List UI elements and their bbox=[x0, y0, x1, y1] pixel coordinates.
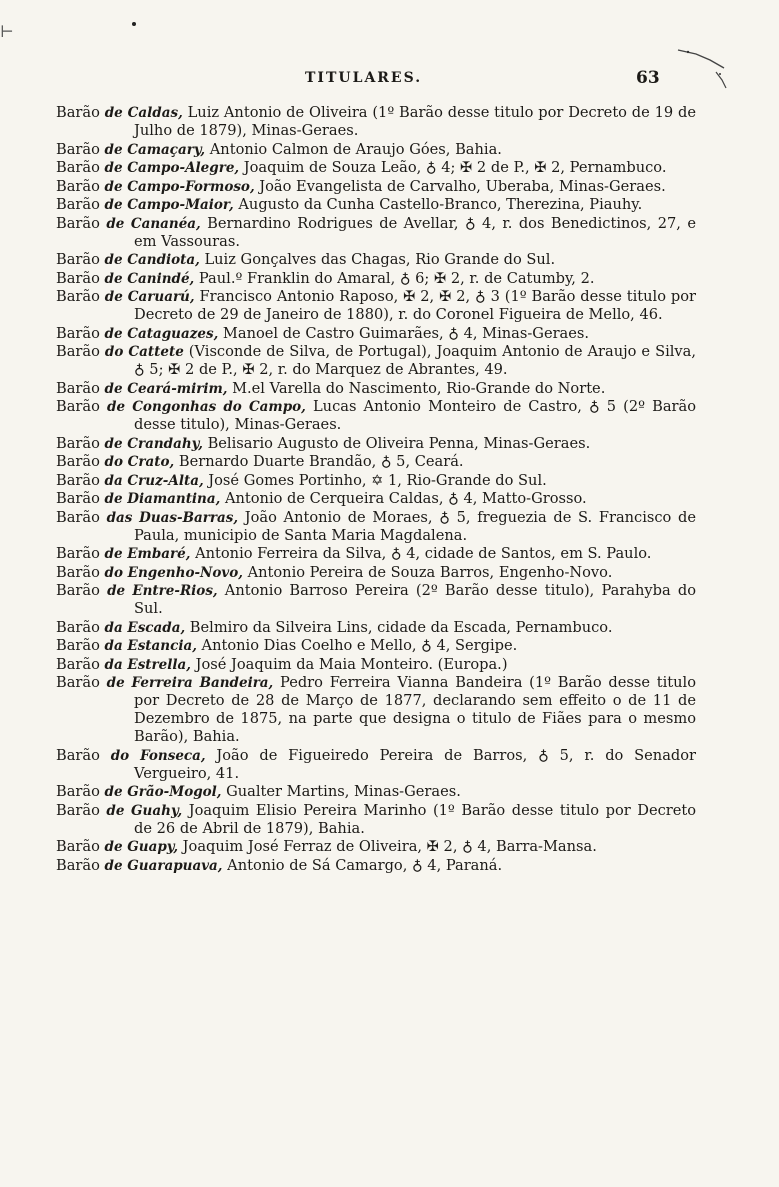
entry-text: José Joaquim da Maia Monteiro. (Europa.) bbox=[190, 655, 508, 673]
entry-text: Francisco Antonio Raposo, ✠ 2, ✠ 2, ♁ 3 (1º Barão desse titulo por Decreto de 29 de Janeiro de 1880), r. do Coronel Figueira de Mello, 46. bbox=[134, 288, 696, 323]
entry-text: João Antonio de Moraes, ♁ 5, freguezia de S. Francisco de Paula, municipio de Santa Maria Magdalena. bbox=[134, 508, 697, 544]
entry-title: de Entre-Rios, bbox=[107, 583, 218, 599]
entry-title: do Engenho-Novo, bbox=[104, 564, 243, 581]
entry-text: Augusto da Cunha Castello-Branco, Therezina, Piauhy. bbox=[233, 196, 643, 213]
entry-title: de Ceará-mirim, bbox=[104, 380, 228, 397]
entry-title: de Camaçary, bbox=[104, 141, 206, 158]
entry-text: (Visconde de Silva, de Portugal), Joaquim Antonio de Araujo e Silva, ♁ 5; ✠ 2 de P., ✠ 2, r. do Marquez de Abrantes, 49. bbox=[134, 343, 696, 378]
entry-text: Joaquim de Souza Leão, ♁ 4; ✠ 2 de P., ✠ 2, Pernambuco. bbox=[239, 159, 667, 176]
entry-title: de Embaré, bbox=[104, 546, 191, 562]
margin-mark: ⊢ bbox=[0, 22, 14, 41]
entry-prefix: Barão bbox=[56, 324, 100, 342]
entry-title: de Campo-Alegre, bbox=[104, 160, 240, 176]
entry-prefix: Barão bbox=[56, 288, 100, 305]
entry-text: João Evangelista de Carvalho, Uberaba, Minas-Geraes. bbox=[254, 177, 666, 195]
entry-prefix: Barão bbox=[56, 269, 100, 287]
entry-text: Antonio Barroso Pereira (2º Barão desse titulo), Parahyba do Sul. bbox=[134, 582, 697, 617]
entry-title: da Cruz-Alta, bbox=[104, 472, 204, 489]
entry-prefix: Barão bbox=[56, 563, 100, 581]
entry-prefix: Barão bbox=[56, 545, 100, 562]
entry-prefix: Barão bbox=[56, 453, 100, 470]
entry-text: Luiz Gonçalves das Chagas, Rio Grande do Sul. bbox=[199, 251, 556, 268]
entry-text: M.el Varella do Nascimento, Rio-Grande do Norte. bbox=[227, 379, 606, 397]
entry-title: de Grão-Mogol, bbox=[104, 784, 222, 800]
list-item bbox=[56, 196, 696, 214]
entry-text: Antonio Calmon de Araujo Góes, Bahia. bbox=[205, 140, 502, 158]
list-item bbox=[56, 674, 696, 746]
list-item bbox=[56, 582, 696, 618]
entry-text: Antonio de Sá Camargo, ♁ 4, Paraná. bbox=[222, 856, 503, 874]
entry-title: de Diamantina, bbox=[104, 491, 221, 507]
entry-title: de Canindé, bbox=[104, 270, 195, 287]
entry-prefix: Barão bbox=[56, 159, 100, 176]
list-item bbox=[56, 380, 696, 398]
entry-title: da Escada, bbox=[104, 619, 186, 636]
entry-title: das Duas-Barras, bbox=[106, 509, 239, 526]
list-item bbox=[56, 104, 696, 140]
list-item bbox=[56, 141, 696, 159]
titles-list bbox=[56, 104, 696, 875]
entry-prefix: Barão bbox=[56, 856, 100, 874]
entry-title: de Ferreira Bandeira, bbox=[106, 675, 274, 691]
list-item bbox=[56, 251, 696, 269]
entry-title: de Cananéa, bbox=[106, 215, 201, 232]
entry-title: de Caldas, bbox=[104, 105, 183, 121]
list-item bbox=[56, 453, 696, 471]
entry-title: de Crandahy, bbox=[104, 435, 203, 452]
entry-text: Bernardino Rodrigues de Avellar, ♁ 4, r. dos Benedictinos, 27, e em Vassouras. bbox=[134, 214, 697, 250]
entry-text: Antonio Pereira de Souza Barros, Engenho-Novo. bbox=[242, 563, 613, 581]
entry-prefix: Barão bbox=[56, 801, 100, 819]
list-item bbox=[56, 783, 696, 801]
list-item bbox=[56, 472, 696, 490]
list-item bbox=[56, 159, 696, 177]
list-item bbox=[56, 747, 696, 783]
entry-prefix: Barão bbox=[56, 582, 100, 599]
entry-text: Lucas Antonio Monteiro de Castro, ♁ 5 (2º Barão desse titulo), Minas-Geraes. bbox=[134, 398, 697, 433]
list-item bbox=[56, 838, 696, 856]
entry-text: Antonio de Cerqueira Caldas, ♁ 4, Matto-Grosso. bbox=[220, 490, 587, 507]
entry-text: Antonio Ferreira da Silva, ♁ 4, cidade de Santos, em S. Paulo. bbox=[190, 545, 652, 562]
entry-text: Pedro Ferreira Vianna Bandeira (1º Barão desse titulo por Decreto de 28 de Março de 1877, declarando sem effeito o de 11 de Dezembro de 1875, na parte que designa o titulo de Fiães para o mesmo Barão), Bahia. bbox=[134, 674, 697, 745]
entry-title: do Fonseca, bbox=[110, 747, 206, 764]
entry-prefix: Barão bbox=[56, 434, 100, 452]
entry-title: de Guapy, bbox=[104, 839, 179, 855]
entry-title: de Cataguazes, bbox=[104, 325, 219, 342]
entry-prefix: Barão bbox=[56, 343, 100, 360]
entry-prefix: Barão bbox=[56, 838, 100, 855]
entry-title: do Cattete bbox=[104, 344, 184, 360]
entry-text: Belisario Augusto de Oliveira Penna, Minas-Geraes. bbox=[202, 434, 591, 452]
entry-prefix: Barão bbox=[56, 196, 100, 213]
entry-text: Luiz Antonio de Oliveira (1º Barão desse titulo por Decreto de 19 de Julho de 1879), Minas-Geraes. bbox=[134, 104, 697, 139]
list-item bbox=[56, 325, 696, 343]
entry-text: Antonio Dias Coelho e Mello, ♁ 4, Sergipe. bbox=[196, 637, 518, 654]
list-item bbox=[56, 343, 696, 379]
entry-prefix: Barão bbox=[56, 214, 100, 232]
entry-text: Joaquim José Ferraz de Oliveira, ✠ 2, ♁ 4, Barra-Mansa. bbox=[178, 838, 597, 855]
list-item bbox=[56, 857, 696, 875]
entry-prefix: Barão bbox=[56, 379, 100, 397]
list-item bbox=[56, 398, 696, 434]
entry-text: Manoel de Castro Guimarães, ♁ 4, Minas-Geraes. bbox=[218, 324, 590, 342]
entry-text: Belmiro da Silveira Lins, cidade da Escada, Pernambuco. bbox=[185, 618, 613, 636]
entry-title: da Estrella, bbox=[104, 656, 191, 673]
list-item bbox=[56, 545, 696, 563]
list-item bbox=[56, 656, 696, 674]
page-header bbox=[0, 66, 779, 92]
entry-text: José Gomes Portinho, ✡ 1, Rio-Grande do Sul. bbox=[203, 471, 547, 489]
list-item bbox=[56, 215, 696, 251]
entry-prefix: Barão bbox=[56, 746, 100, 764]
list-item bbox=[56, 802, 696, 838]
list-item bbox=[56, 178, 696, 196]
entry-prefix: Barão bbox=[56, 655, 100, 673]
entry-title: de Congonhas do Campo, bbox=[107, 399, 306, 415]
entry-prefix: Barão bbox=[56, 508, 100, 526]
entry-prefix: Barão bbox=[56, 398, 100, 415]
entry-prefix: Barão bbox=[56, 618, 100, 636]
list-item bbox=[56, 490, 696, 508]
page-number: 63 bbox=[636, 68, 660, 88]
list-item bbox=[56, 509, 696, 545]
list-item bbox=[56, 564, 696, 582]
entry-text: Bernardo Duarte Brandão, ♁ 5, Ceará. bbox=[174, 453, 464, 470]
entry-prefix: Barão bbox=[56, 140, 100, 158]
entry-text: Joaquim Elisio Pereira Marinho (1º Barão desse titulo por Decreto de 26 de Abril de 1879), Bahia. bbox=[134, 801, 697, 837]
entry-prefix: Barão bbox=[56, 104, 100, 121]
entry-title: de Guahy, bbox=[106, 802, 183, 819]
entry-prefix: Barão bbox=[56, 637, 100, 654]
list-item bbox=[56, 637, 696, 655]
entry-prefix: Barão bbox=[56, 783, 100, 800]
list-item bbox=[56, 619, 696, 637]
entry-prefix: Barão bbox=[56, 490, 100, 507]
entry-prefix: Barão bbox=[56, 177, 100, 195]
list-item bbox=[56, 288, 696, 324]
entry-title: de Caruarú, bbox=[104, 289, 195, 305]
entry-prefix: Barão bbox=[56, 674, 100, 691]
entry-text: Gualter Martins, Minas-Geraes. bbox=[221, 783, 461, 800]
entry-title: de Campo-Formoso, bbox=[104, 178, 255, 195]
list-item bbox=[56, 270, 696, 288]
list-item bbox=[56, 435, 696, 453]
entry-title: de Guarapuava, bbox=[104, 857, 223, 874]
entry-title: de Candiota, bbox=[104, 252, 200, 268]
entry-prefix: Barão bbox=[56, 251, 100, 268]
entry-title: da Estancia, bbox=[104, 638, 197, 654]
entry-title: do Crato, bbox=[104, 454, 175, 470]
entry-prefix: Barão bbox=[56, 471, 100, 489]
entry-text: João de Figueiredo Pereira de Barros, ♁ 5, r. do Senador Vergueiro, 41. bbox=[134, 746, 697, 782]
entry-title: de Campo-Maior, bbox=[104, 197, 234, 213]
ink-dot bbox=[132, 22, 136, 26]
running-title: TITULARES. bbox=[305, 70, 423, 86]
entry-text: Paul.º Franklin do Amaral, ♁ 6; ✠ 2, r. de Catumby, 2. bbox=[194, 269, 595, 287]
